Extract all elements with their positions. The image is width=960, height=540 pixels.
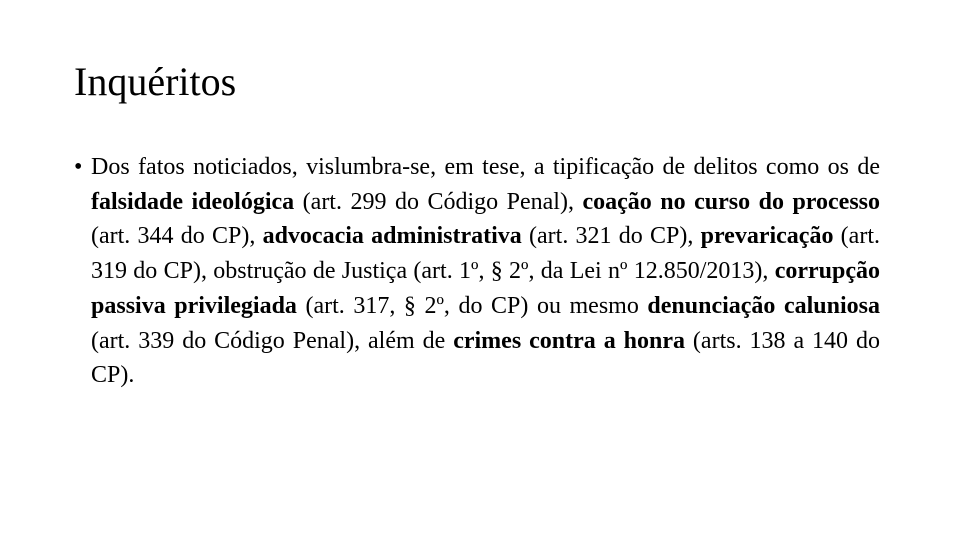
segment: Dos fatos noticiados, vislumbra-se, em tese, a tipificação de delitos como os de [91, 154, 880, 180]
bold-term: denunciação caluniosa [647, 292, 881, 319]
segment: (art. 299 do Código Penal), [294, 188, 583, 215]
bold-term: falsidade ideológica [91, 188, 295, 215]
segment: (art. 339 do Código Penal), além de [91, 327, 454, 354]
segment: (art. 317, § 2º, do CP) ou mesmo [296, 292, 648, 319]
segment: (art. 321 do CP), [521, 223, 701, 250]
slide-body [74, 150, 880, 393]
slide-title: Inquéritos [74, 59, 237, 104]
bold-term: coação no curso do processo [582, 188, 881, 215]
bold-term: prevaricação [700, 223, 834, 250]
segment: (arts. 138 a 140 do CP). [91, 327, 881, 389]
bullet-icon: • [74, 154, 83, 180]
bold-term: crimes contra a honra [453, 327, 685, 354]
segment: (art. 319 do CP), obstrução de Justiça (art. 1º, § 2º, da Lei nº 12.850/2013), [91, 223, 880, 285]
bold-term: corrupção passiva privilegiada [91, 258, 880, 319]
bold-term: advocacia administrativa [262, 223, 522, 250]
bullet-item [74, 150, 880, 393]
segment: (art. 344 do CP), [91, 223, 263, 250]
